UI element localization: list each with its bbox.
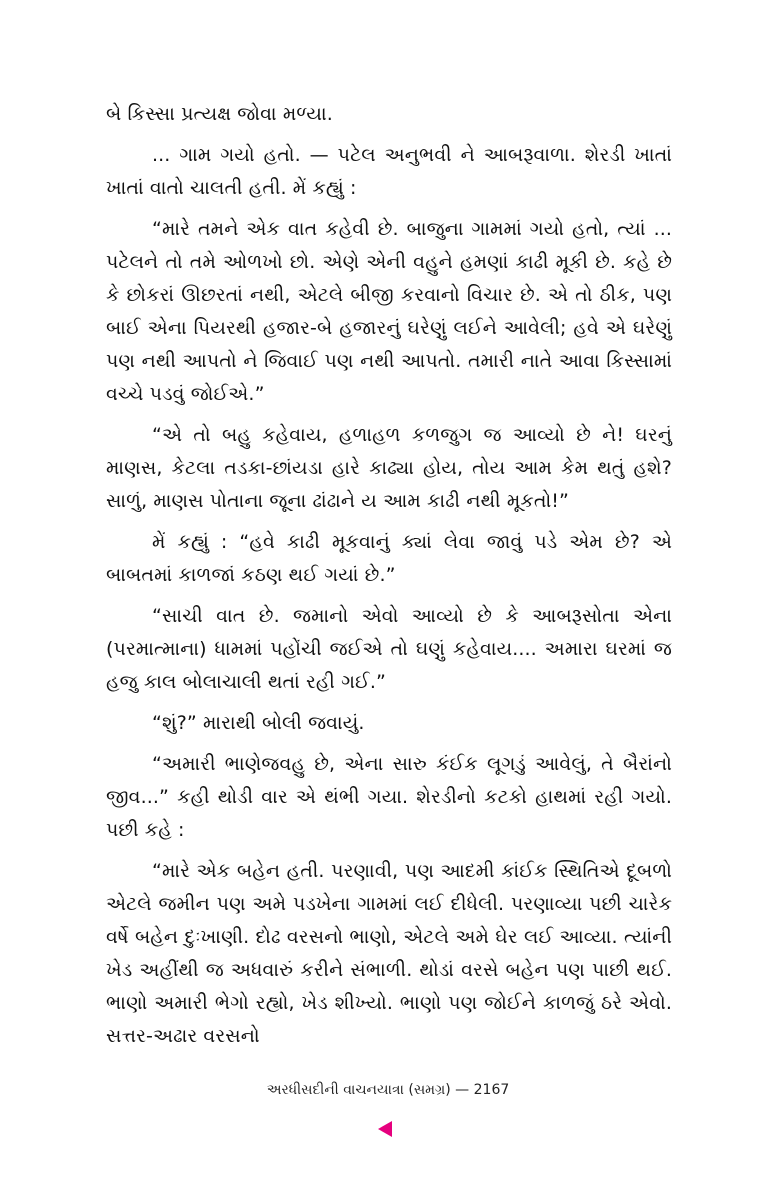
paragraph: બે કિસ્સા પ્રત્યક્ષ જોવા મળ્યા. (106, 103, 333, 125)
paragraph: “એ તો બહુ કહેવાય, હળાહળ કળજુગ જ આવ્યો છે ને! ઘરનું માણસ, કેટલા તડકા-છાંયડા હારે કાઢ્યા હોય, તોય આમ કેમ થતું હશે? સાળું, માણસ પોતાના જૂના ઢાંઢાને ય આમ કાઢી નથી મૂકતો!” (106, 424, 672, 512)
paragraph: ... ગામ ગયો હતો. — પટેલ અનુભવી ને આબરૂવાળા. શેરડી ખાતાં ખાતાં વાતો ચાલતી હતી. મેં કહ્યું : (106, 144, 672, 199)
body-text (106, 98, 672, 1061)
paragraph: “મારે એક બહેન હતી. પરણાવી, પણ આદમી કાંઈક સ્થિતિએ દૂબળો એટલે જમીન પણ અમે પડખેના ગામમાં લઈ દીધેલી. પરણાવ્યા પછી ચારેક વર્ષે બહેન દુઃખાણી. દોઢ વરસનો ભાણો, એટલે અમે ઘેર લઈ આવ્યા. ત્યાંની ખેડ અહીંથી જ અધવારું કરીને સંભાળી. થોડાં વરસે બહેન પણ પાછી થઈ. ભાણો અમારી ભેગો રહ્યો, ખેડ શીખ્યો. ભાણો પણ જોઈને કાળજું ઠરે એવો. સત્તર-અઢાર વરસનો (106, 860, 672, 1047)
paragraph: “સાચી વાત છે. જમાનો એવો આવ્યો છે કે આબરૂસોતા એના (પરમાત્માના) ધામમાં પહોંચી જઈએ તો ઘણું કહેવાય.... અમારા ઘરમાં જ હજુ કાલ બોલાચાલી થતાં રહી ગઈ.” (106, 605, 672, 693)
previous-page-triangle-left-icon[interactable] (378, 1121, 392, 1137)
paragraph: “શું?” મારાથી બોલી જવાયું. (152, 712, 365, 734)
paragraph: “અમારી ભાણેજવહુ છે, એના સારુ કંઈક લૂગડું આવેલું, તે બૈરાંનો જીવ...” કહી થોડી વાર એ થંભી ગયા. શેરડીનો કટકો હાથમાં રહી ગયો. પછી કહે : (106, 753, 672, 841)
paragraph: “મારે તમને એક વાત કહેવી છે. બાજુના ગામમાં ગયો હતો, ત્યાં ... પટેલને તો તમે ઓળખો છો. એણે એની વહુને હમણાં કાઢી મૂકી છે. કહે છે કે છોકરાં ઊછરતાં નથી, એટલે બીજી કરવાનો વિચાર છે. એ તો ઠીક, પણ બાઈ એના પિયરથી હજાર-બે હજારનું ઘરેણું લઈને આવેલી; હવે એ ઘરેણું પણ નથી આપતો ને જિવાઈ પણ નથી આપતો. તમારી નાતે આવા કિસ્સામાં વચ્ચે પડવું જોઈએ.” (106, 218, 672, 405)
page-footer: અરધીસદીની વાચનયાત્રા (સમગ્ર) — 2167 (266, 1082, 510, 1098)
paragraph: મેં કહ્યું : “હવે કાઢી મૂકવાનું ક્યાં લેવા જાવું પડે એમ છે? એ બાબતમાં કાળજાં કઠણ થઈ ગયાં છે.” (106, 531, 672, 586)
